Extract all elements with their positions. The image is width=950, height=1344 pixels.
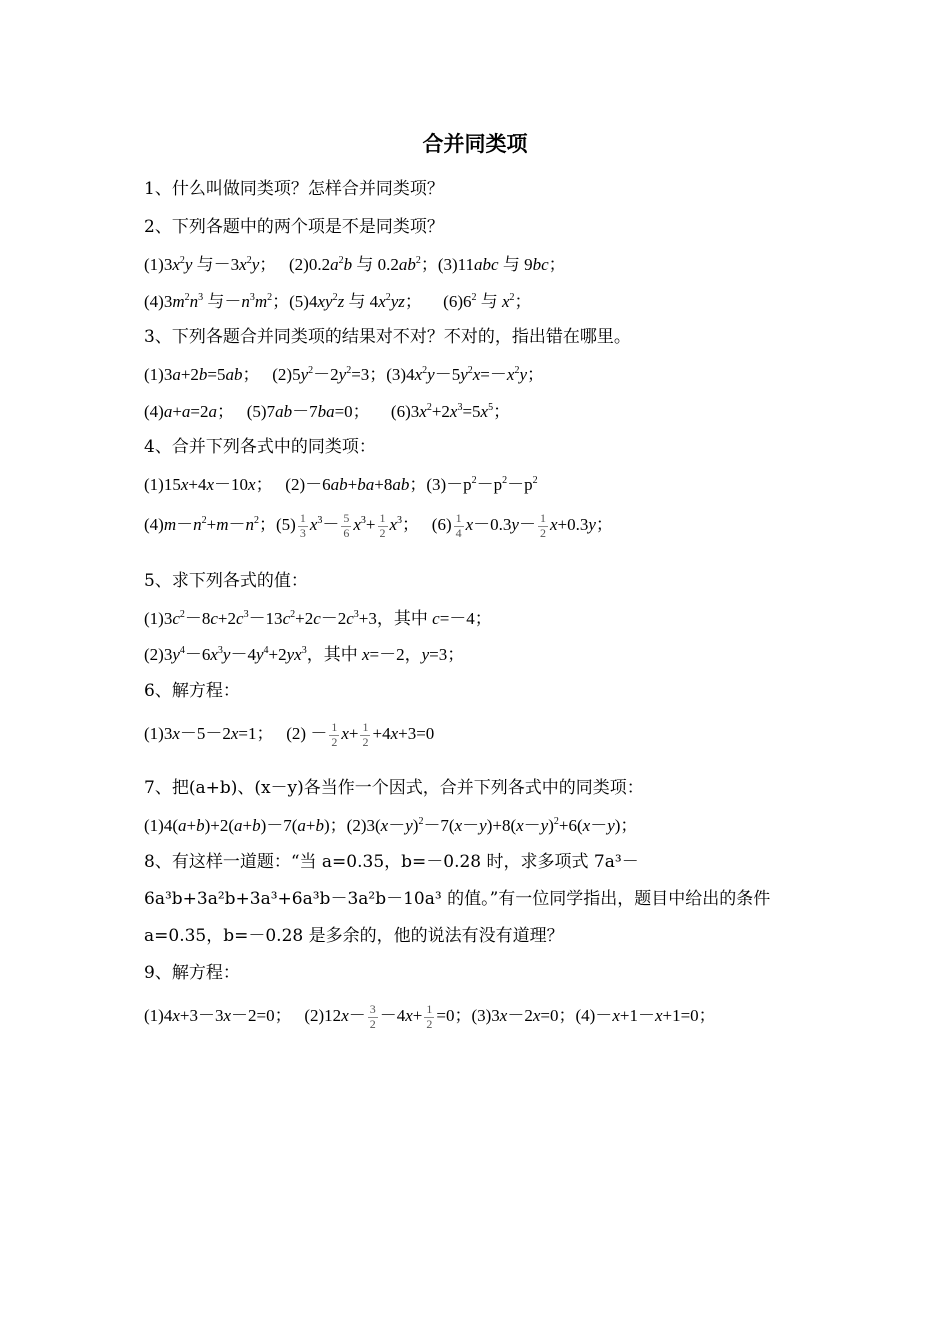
question-3: 3、下列各题合并同类项的结果对不对？不对的，指出错在哪里。	[144, 327, 631, 347]
question-2-line-1: $(1)3x^2y$ 与$-3x^2y$； $(2)0.2a^2b$ 与 $0.2ab^2$；(3)11abc 与 9bc；	[144, 255, 566, 274]
question-2-line-2: $(4)3m^2n^3$ 与$-n^3m^2$；$(5)4xy^2z$ 与 $4x^2yz$； $(6)6^2$ 与 $x^2$；	[144, 292, 532, 311]
question-5-line-2: $(2)3y^4-6x^3y-4y^4+2yx^3$，其中 x=－2，y=3；	[144, 645, 465, 664]
question-8-line-2: 6a³b+3a²b+3a³+6a³b－3a²b－10a³ 的值。”有一位同学指出，题目中给出的条件	[144, 889, 771, 909]
fraction: $\frac{3}{2}$	[369, 1002, 376, 1031]
question-6: 6、解方程：	[144, 681, 240, 701]
fraction: $\frac{1}{2}$	[539, 511, 546, 540]
question-8-line-3: a=0.35，b=－0.28 是多余的，他的说法有没有道理？	[144, 926, 564, 946]
question-8-line-1: 8、有这样一道题：“当 a=0.35，b=－0.28 时，求多项式 7a³－	[144, 852, 639, 872]
fraction: $\frac{5}{6}$	[343, 511, 350, 540]
question-1: 1、什么叫做同类项？怎样合并同类项？	[144, 179, 444, 199]
page-title: 合并同类项	[422, 132, 528, 156]
question-3-line-2: (4)a+a=2a； (5)7ab－7ba=0； $(6)3x^2+2x^3=5x^5$；	[144, 402, 511, 421]
fraction: $\frac{1}{2}$	[362, 720, 369, 749]
fraction: $\frac{1}{2}$	[426, 1002, 433, 1031]
question-4-line-2: $(4)m-n^2+m-n^2$；(5) $\frac{1}{3}$ $x^3-$ $\frac{5}{6}$ $x^3+$ $\frac{1}{2}$ $x^3$； (6) $\frac{1}{4}$ x－0.3y－ $\frac{1}{2}$ x+0.3y；	[144, 511, 613, 540]
question-4-line-1: (1)15x+4x－10x； (2)－6ab+ba+8ab；$(3)-p^2-p^2-p^2$	[144, 475, 538, 494]
fraction: $\frac{1}{3}$	[299, 511, 306, 540]
question-6-line-1: (1)3x－5－2x=1； (2) － $\frac{1}{2}$ x+ $\frac{1}{2}$ +4x+3=0	[144, 720, 435, 749]
question-2: 2、下列各题中的两个项是不是同类项？	[144, 217, 444, 237]
fraction: $\frac{1}{2}$	[379, 511, 386, 540]
question-5: 5、求下列各式的值：	[144, 571, 308, 591]
question-9: 9、解方程：	[144, 963, 240, 983]
question-5-line-1: $(1)3c^2-8c+2c^3-13c^2+2c-2c^3+3$，其中 c=－4；	[144, 609, 492, 628]
question-3-line-1: (1)3a+2b=5ab； $(2)5y^2-2y^2=3$；$(3)4x^2y-5y^2x=-x^2y$；	[144, 365, 544, 384]
question-7: 7、把(a+b)、(x－y)各当作一个因式，合并下列各式中的同类项：	[144, 778, 644, 798]
fraction: $\frac{1}{2}$	[331, 720, 338, 749]
question-9-line-1: (1)4x+3－3x－2=0； (2)12x－ $\frac{3}{2}$ －4x+ $\frac{1}{2}$ =0；(3)3x－2x=0；(4)－x+1－x+1=0；	[144, 1002, 716, 1031]
fraction: $\frac{1}{4}$	[455, 511, 462, 540]
question-7-line-1: (1)4(a+b)+2(a+b)－7(a+b)；$(2)3(x-y)^2-7(x-y)+8(x-y)^2+6(x-y)$；	[144, 816, 638, 835]
question-4: 4、合并下列各式中的同类项：	[144, 437, 376, 457]
